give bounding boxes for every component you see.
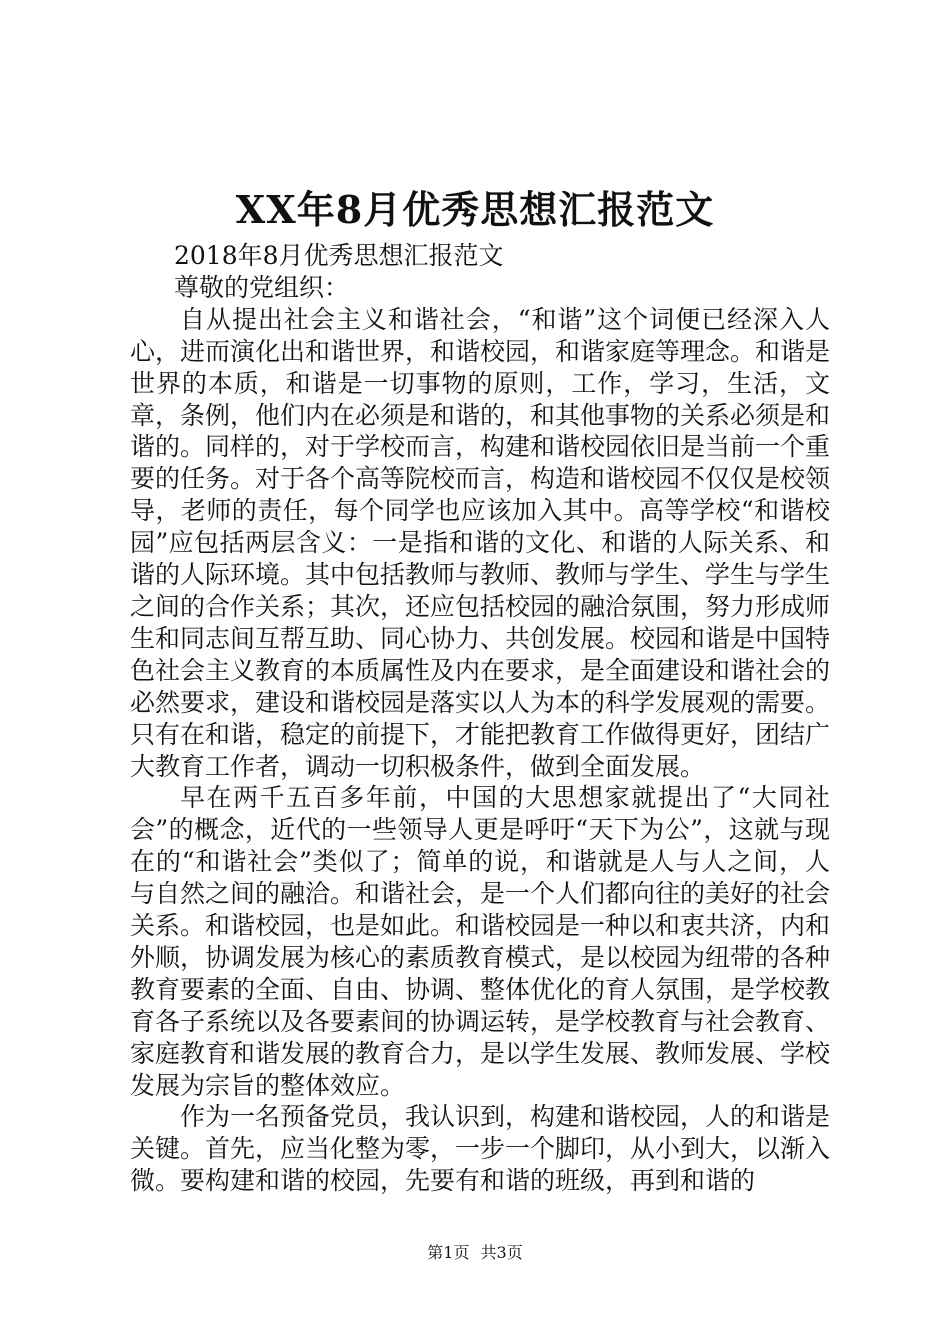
page-number: 第1页: [427, 1243, 470, 1262]
document-body: [130, 240, 830, 1197]
document-title: XX年8月优秀思想汇报范文: [235, 187, 715, 232]
document-subtitle: 2018年8月优秀思想汇报范文: [174, 241, 504, 270]
paragraph-2: 早在两千五百多年前，中国的大思想家就提出了“大同社会”的概念，近代的一些领导人更是呼吁“天下为公”，这就与现在的“和谐社会”类似了；简单的说，和谐就是人与人之间，人与自然之间的融洽。和谐社会，是一个人们都向往的美好的社会关系。和谐校园，也是如此。和谐校园是一种以和衷共济，内和外顺，协调发展为核心的素质教育模式，是以校园为纽带的各种教育要素的全面、自由、协调、整体优化的育人氛围，是学校教育各子系统以及各要素间的协调运转，是学校教育与社会教育、家庭教育和谐发展的教育合力，是以学生发展、教师发展、学校发展为宗旨的整体效应。: [130, 783, 831, 1100]
page-footer: [0, 1241, 950, 1265]
paragraph-3: 作为一名预备党员，我认识到，构建和谐校园，人的和谐是关键。首先，应当化整为零，一步一个脚印，从小到大，以渐入微。要构建和谐的校园，先要有和谐的班级，再到和谐的: [130, 1102, 831, 1196]
salutation: 尊敬的党组织：: [174, 272, 350, 302]
page-total: 共3页: [480, 1243, 523, 1262]
paragraph-1: 自从提出社会主义和谐社会，“和谐”这个词便已经深入人心，进而演化出和谐世界，和谐校园，和谐家庭等理念。和谐是世界的本质，和谐是一切事物的原则，工作，学习，生活，文章，条例，他们内在必须是和谐的，和其他事物的关系必须是和谐的。同样的，对于学校而言，构建和谐校园依旧是当前一个重要的任务。对于各个高等院校而言，构造和谐校园不仅仅是校领导，老师的责任，每个同学也应该加入其中。高等学校“和谐校园”应包括两层含义：一是指和谐的文化、和谐的人际关系、和谐的人际环境。其中包括教师与教师、教师与学生、学生与学生之间的合作关系；其次，还应包括校园的融洽氛围，努力形成师生和同志间互帮互助、同心协力、共创发展。校园和谐是中国特色社会主义教育的本质属性及内在要求，是全面建设和谐社会的必然要求，建设和谐校园是落实以人为本的科学发展观的需要。只有在和谐，稳定的前提下，才能把教育工作做得更好，团结广大教育工作者，调动一切积极条件，做到全面发展。: [130, 304, 831, 781]
